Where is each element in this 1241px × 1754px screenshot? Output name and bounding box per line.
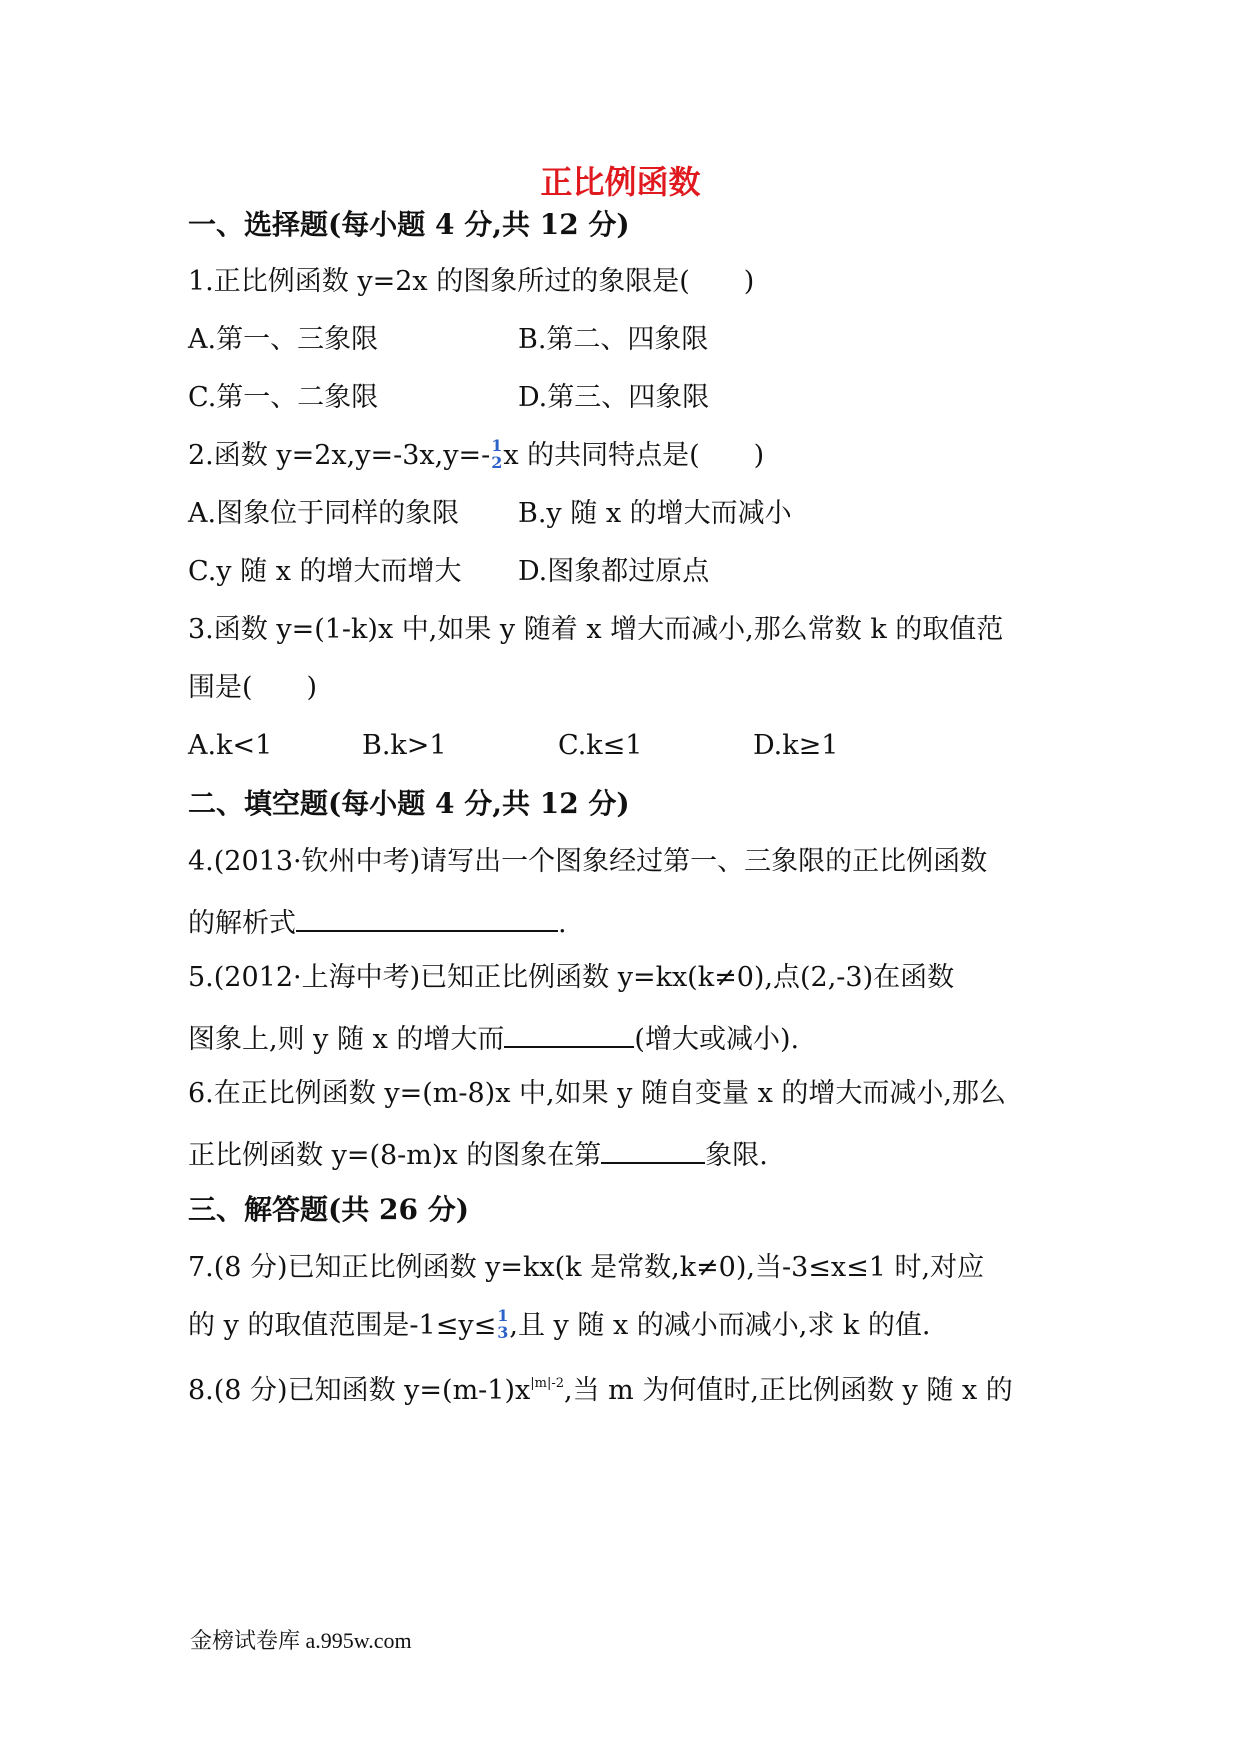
q7-line1: 7.(8 分)已知正比例函数 y=kx(k 是常数,k≠0),当-3≤x≤1 时,对应	[188, 1252, 985, 1283]
q8-post: ,当 m 为何值时,正比例函数 y 随 x 的	[564, 1375, 1013, 1406]
q3-option-d: D.k≥1	[753, 730, 839, 761]
q1-option-a: A.第一、三象限	[188, 324, 379, 355]
q2-stem-pre: 2.函数 y=2x,y=-3x,y=-	[188, 440, 491, 471]
exponent: |m|-2	[530, 1376, 565, 1391]
q6-line2-pre: 正比例函数 y=(8-m)x 的图象在第	[188, 1140, 602, 1171]
q4-line2-post: .	[558, 908, 567, 939]
answer-blank	[601, 1132, 705, 1164]
section-heading-answer: 三、解答题(共 26 分)	[188, 1193, 469, 1226]
q2-option-a: A.图象位于同样的象限	[188, 498, 460, 529]
page-title: 正比例函数	[540, 163, 701, 201]
q3-option-a: A.k<1	[188, 730, 273, 761]
fraction-numerator: 1	[491, 435, 503, 455]
q5-line2	[188, 1016, 799, 1060]
q7-line2-post: ,且 y 随 x 的减小而减小,求 k 的值.	[509, 1310, 931, 1341]
q5-line1: 5.(2012·上海中考)已知正比例函数 y=kx(k≠0),点(2,-3)在函数	[188, 962, 955, 993]
q5-line2-post: (增大或减小).	[634, 1024, 800, 1055]
q4-line2-pre: 的解析式	[188, 908, 296, 939]
q4-line2	[188, 900, 567, 944]
q1-option-b: B.第二、四象限	[518, 324, 709, 355]
q3-line2: 围是( )	[188, 672, 318, 703]
fraction-numerator: 1	[497, 1305, 509, 1325]
q2-option-d: D.图象都过原点	[518, 556, 710, 587]
footer-watermark: 金榜试卷库 a.995w.com	[190, 1628, 412, 1653]
answer-blank	[296, 900, 558, 932]
q3-option-c: C.k≤1	[558, 730, 643, 761]
q6-line2	[188, 1132, 768, 1176]
section-heading-fill: 二、填空题(每小题 4 分,共 12 分)	[188, 787, 630, 820]
q8-line1	[188, 1364, 1013, 1411]
q1-option-c: C.第一、二象限	[188, 382, 379, 413]
q8-pre: 8.(8 分)已知函数 y=(m-1)x	[188, 1375, 531, 1406]
q3-option-b: B.k>1	[362, 730, 447, 761]
q4-line1: 4.(2013·钦州中考)请写出一个图象经过第一、三象限的正比例函数	[188, 846, 988, 877]
fraction-denominator: 3	[497, 1322, 509, 1342]
fraction-one-third	[497, 1307, 508, 1341]
section-heading-choice: 一、选择题(每小题 4 分,共 12 分)	[188, 208, 630, 241]
fraction-one-half	[491, 437, 502, 471]
q7-line2-pre: 的 y 的取值范围是-1≤y≤	[188, 1310, 497, 1341]
q3-line1: 3.函数 y=(1-k)x 中,如果 y 随着 x 增大而减小,那么常数 k 的取值范	[188, 614, 1004, 645]
q7-line2	[188, 1306, 930, 1346]
q2-option-b: B.y 随 x 的增大而减小	[518, 498, 792, 529]
q1-option-d: D.第三、四象限	[518, 382, 710, 413]
q2-option-c: C.y 随 x 的增大而增大	[188, 556, 462, 587]
q2-stem	[188, 436, 764, 476]
answer-blank	[504, 1016, 634, 1048]
q1-stem: 1.正比例函数 y=2x 的图象所过的象限是( )	[188, 266, 755, 297]
q2-stem-post: x 的共同特点是( )	[503, 440, 765, 471]
fraction-denominator: 2	[491, 452, 503, 472]
q6-line1: 6.在正比例函数 y=(m-8)x 中,如果 y 随自变量 x 的增大而减小,那么	[188, 1078, 1006, 1109]
q6-line2-post: 象限.	[705, 1140, 768, 1171]
q5-line2-pre: 图象上,则 y 随 x 的增大而	[188, 1024, 505, 1055]
